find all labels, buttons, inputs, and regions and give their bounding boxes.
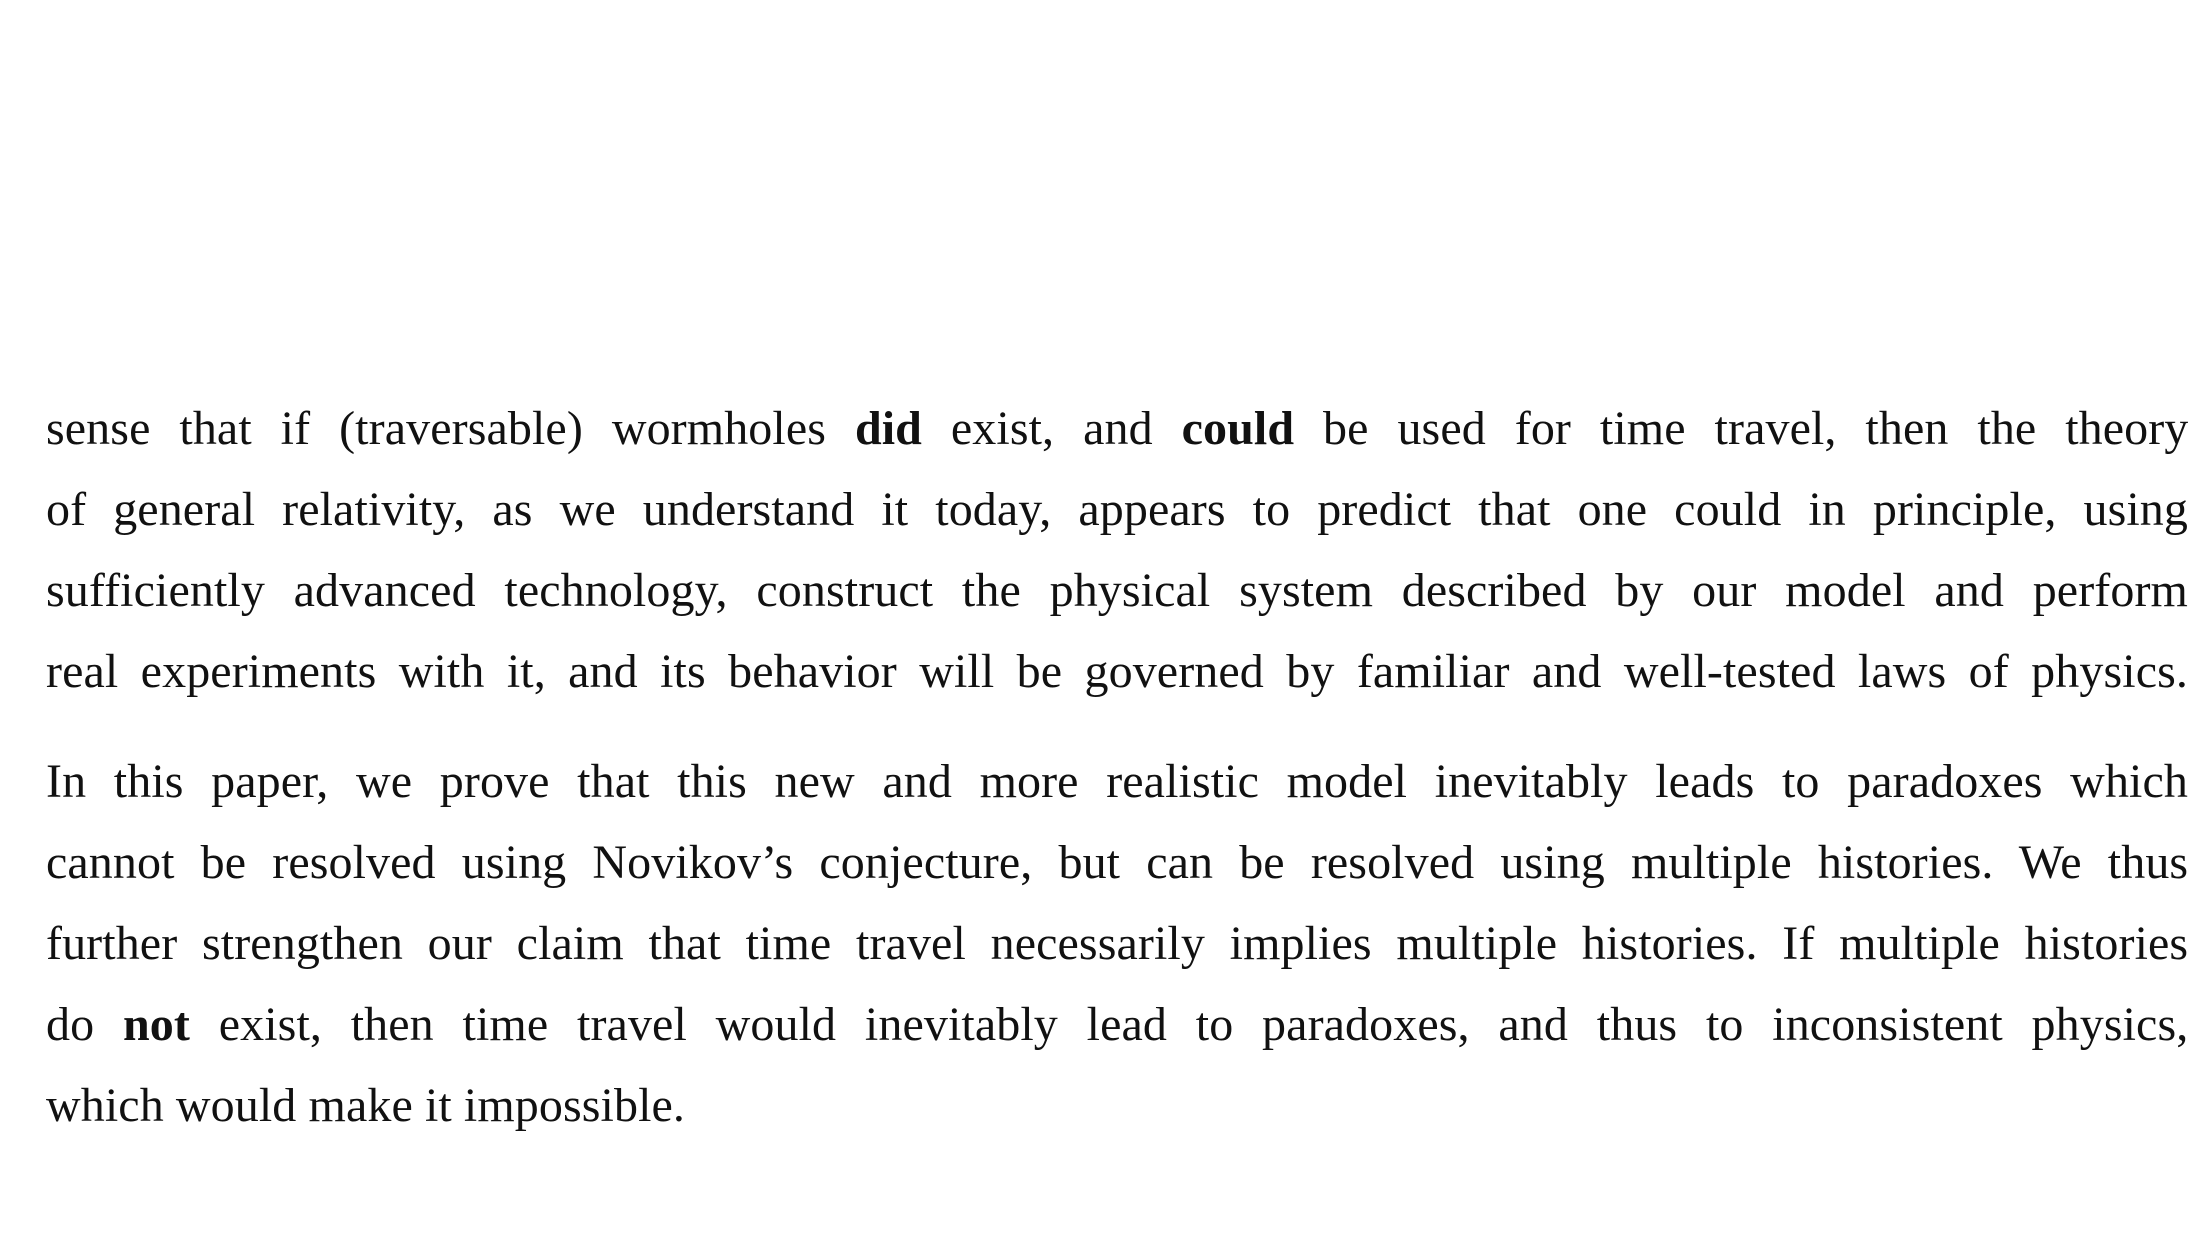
text-line <box>46 741 2188 822</box>
text-segment: cannot be resolved using Novikov’s conjecture, but can be resolved using multiple histories. We thus <box>46 836 2188 889</box>
text-segment: further strengthen our claim that time travel necessarily implies multiple histories. If multiple histories <box>46 917 2188 970</box>
text-line <box>46 550 2188 631</box>
text-segment: sense that if (traversable) wormholes <box>46 402 855 455</box>
text-segment: be used for time travel, then the theory <box>1294 402 2188 455</box>
bold-emphasis: not <box>122 998 190 1051</box>
text-segment: sufficiently advanced technology, construct the physical system described by our model and perform <box>46 564 2188 617</box>
paragraph <box>46 741 2188 1146</box>
text-line <box>46 388 2188 469</box>
text-line <box>46 822 2188 903</box>
text-line <box>46 1065 2188 1146</box>
text-segment: exist, and <box>921 402 1182 455</box>
paragraph <box>46 388 2188 712</box>
text-segment: do <box>46 998 123 1051</box>
text-segment: exist, then time travel would inevitably lead to paradoxes, and thus to inconsistent physics, <box>189 998 2188 1051</box>
text-line <box>46 903 2188 984</box>
document-body <box>46 388 2188 1146</box>
bold-emphasis: could <box>1181 402 1295 455</box>
text-line <box>46 469 2188 550</box>
text-line <box>46 984 2188 1065</box>
bold-emphasis: did <box>854 402 922 455</box>
text-segment: of general relativity, as we understand it today, appears to predict that one could in principle, using <box>46 483 2188 536</box>
text-line <box>46 631 2188 712</box>
text-segment: real experiments with it, and its behavior will be governed by familiar and well-tested laws of physics. <box>46 645 2188 698</box>
text-segment: which would make it impossible. <box>46 1079 686 1132</box>
text-segment: In this paper, we prove that this new and more realistic model inevitably leads to paradoxes which <box>46 755 2188 808</box>
